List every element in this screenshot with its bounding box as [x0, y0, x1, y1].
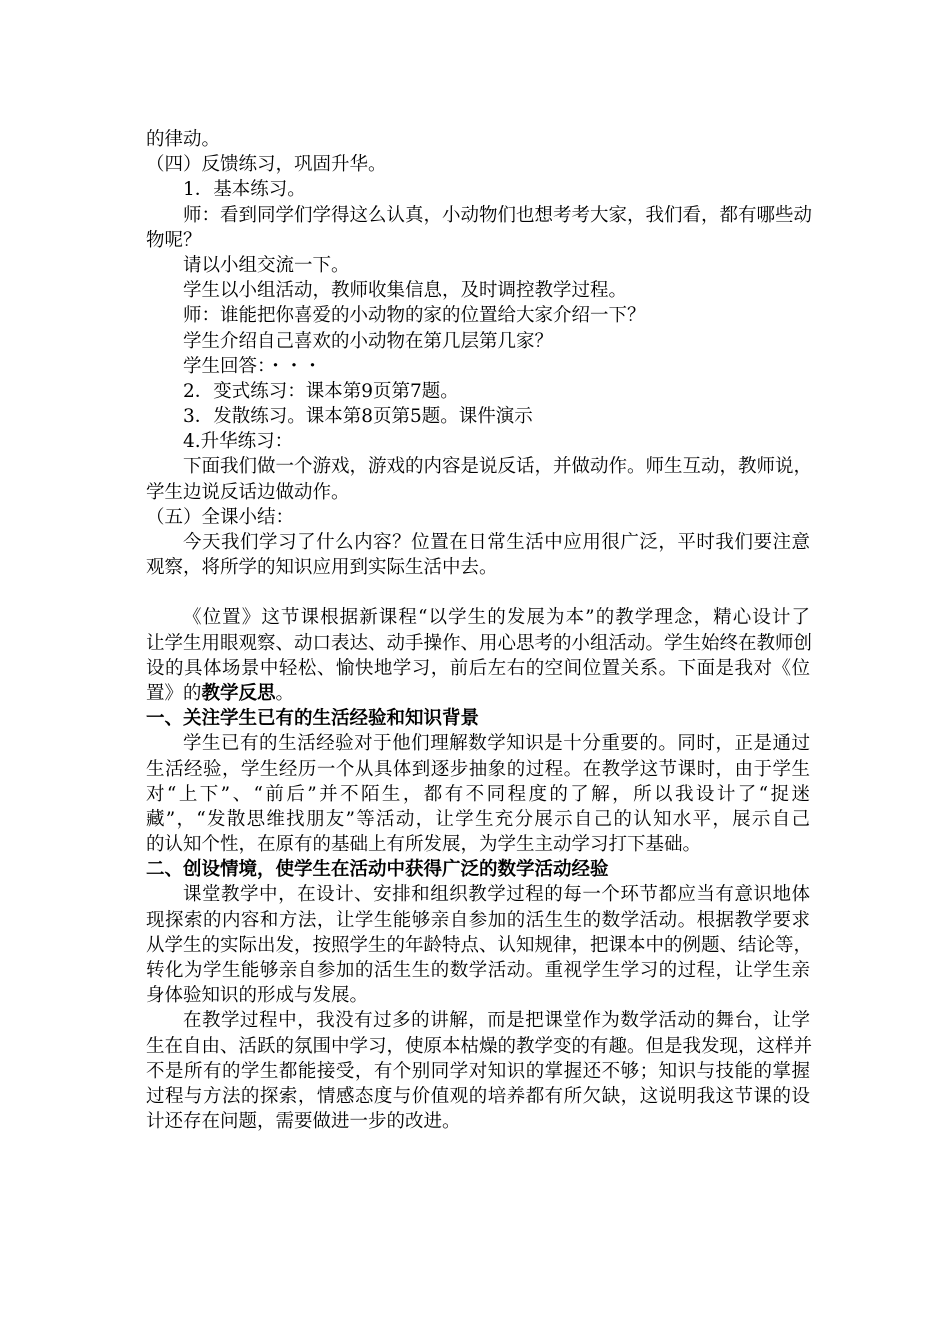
- text-line: 观察，将所学的知识应用到实际生活中去。: [146, 557, 498, 579]
- text-line: 师：看到同学们学得这么认真，小动物们也想考考大家，我们看，都有哪些动: [183, 204, 813, 226]
- text-line: 从学生的实际出发，按照学生的年龄特点、认知规律，把课本中的例题、结论等，: [146, 934, 813, 956]
- text-line: 1．基本练习。: [183, 179, 306, 201]
- heading-one: 一、关注学生已有的生活经验和知识背景: [146, 708, 480, 730]
- text-line: 请以小组交流一下。: [183, 254, 350, 276]
- text-line: 学生边说反话边做动作。: [146, 481, 350, 503]
- text-line: 让学生用眼观察、动口表达、动手操作、用心思考的小组活动。学生始终在教师创: [146, 632, 813, 654]
- text-line: 过程与方法的探索，情感态度与价值观的培养都有所欠缺，这说明我这节课的设: [146, 1085, 810, 1107]
- text-line: 师：谁能把你喜爱的小动物的家的位置给大家介绍一下？: [183, 305, 646, 327]
- text-line: 在教学过程中，我没有过多的讲解，而是把课堂作为数学活动的舞台，让学: [183, 1010, 810, 1032]
- text-line: 学生介绍自己喜欢的小动物在第几层第几家？: [183, 330, 554, 352]
- text-line: 3．发散练习。课本第8页第5题。课件演示: [183, 406, 533, 428]
- text-line: 今天我们学习了什么内容？位置在日常生活中应用很广泛，平时我们要注意: [183, 532, 810, 553]
- text-line: 下面我们做一个游戏，游戏的内容是说反话，并做动作。师生互动，教师说，: [183, 456, 813, 478]
- paragraph-gap: [146, 580, 810, 605]
- text-line: 课堂教学中，在设计、安排和组织教学过程的每一个环节都应当有意识地体: [183, 884, 810, 906]
- section-heading-4: （四）反馈练习，巩固升华。: [146, 154, 387, 176]
- text-line: 4.升华练习：: [183, 431, 294, 453]
- text-line: 2．变式练习：课本第9页第7题。: [183, 380, 459, 402]
- text-line: [146, 681, 810, 706]
- text-line: 不是所有的学生都能接受，有个别同学对知识的掌握还不够；知识与技能的掌握: [146, 1060, 810, 1082]
- text-line: 设的具体场景中轻松、愉快地学习，前后左右的空间位置关系。下面是我对《位: [146, 657, 810, 679]
- text-span: 置》的: [146, 682, 202, 704]
- document-page: [146, 127, 813, 1134]
- text-line: 学生回答：・・・: [183, 355, 322, 377]
- text-line: 生在自由、活跃的氛围中学习，使原本枯燥的教学变的有趣。但是我发现，这样并: [146, 1035, 813, 1057]
- text-line: 计还存在问题，需要做进一步的改进。: [146, 1111, 461, 1133]
- text-line: 学生以小组活动，教师收集信息，及时调控教学过程。: [183, 280, 628, 302]
- text-line: 藏”，“发散思维找朋友”等活动，让学生充分展示自己的认知水平，展示自己: [146, 808, 810, 830]
- text-line: 现探索的内容和方法，让学生能够亲自参加的活生生的数学活动。根据教学要求: [146, 909, 810, 931]
- text-line: 《位置》这节课根据新课程“以学生的发展为本”的教学理念，精心设计了: [183, 607, 810, 629]
- text-span: 。: [275, 682, 295, 704]
- text-line: 生活经验，学生经历一个从具体到逐步抽象的过程。在教学这节课时，由于学生: [146, 758, 810, 780]
- text-line: 学生已有的生活经验对于他们理解数学知识是十分重要的。同时，正是通过: [183, 733, 810, 755]
- text-line: 的认知个性，在原有的基础上有所发展，为学生主动学习打下基础。: [146, 834, 702, 856]
- heading-two: 二、创设情境，使学生在活动中获得广泛的数学活动经验: [146, 859, 609, 881]
- bold-text-span: 教学反思: [201, 682, 276, 704]
- text-line: 转化为学生能够亲自参加的活生生的数学活动。重视学生学习的过程，让学生亲: [146, 960, 810, 981]
- text-line: 物呢？: [146, 229, 202, 251]
- text-line: 对“上下”、“前后”并不陌生，都有不同程度的了解，所以我设计了“捉迷: [146, 783, 810, 805]
- text-line: 的律动。: [146, 129, 221, 150]
- section-heading-5: （五）全课小结：: [146, 506, 295, 528]
- text-line: 身体验知识的形成与发展。: [146, 985, 369, 1007]
